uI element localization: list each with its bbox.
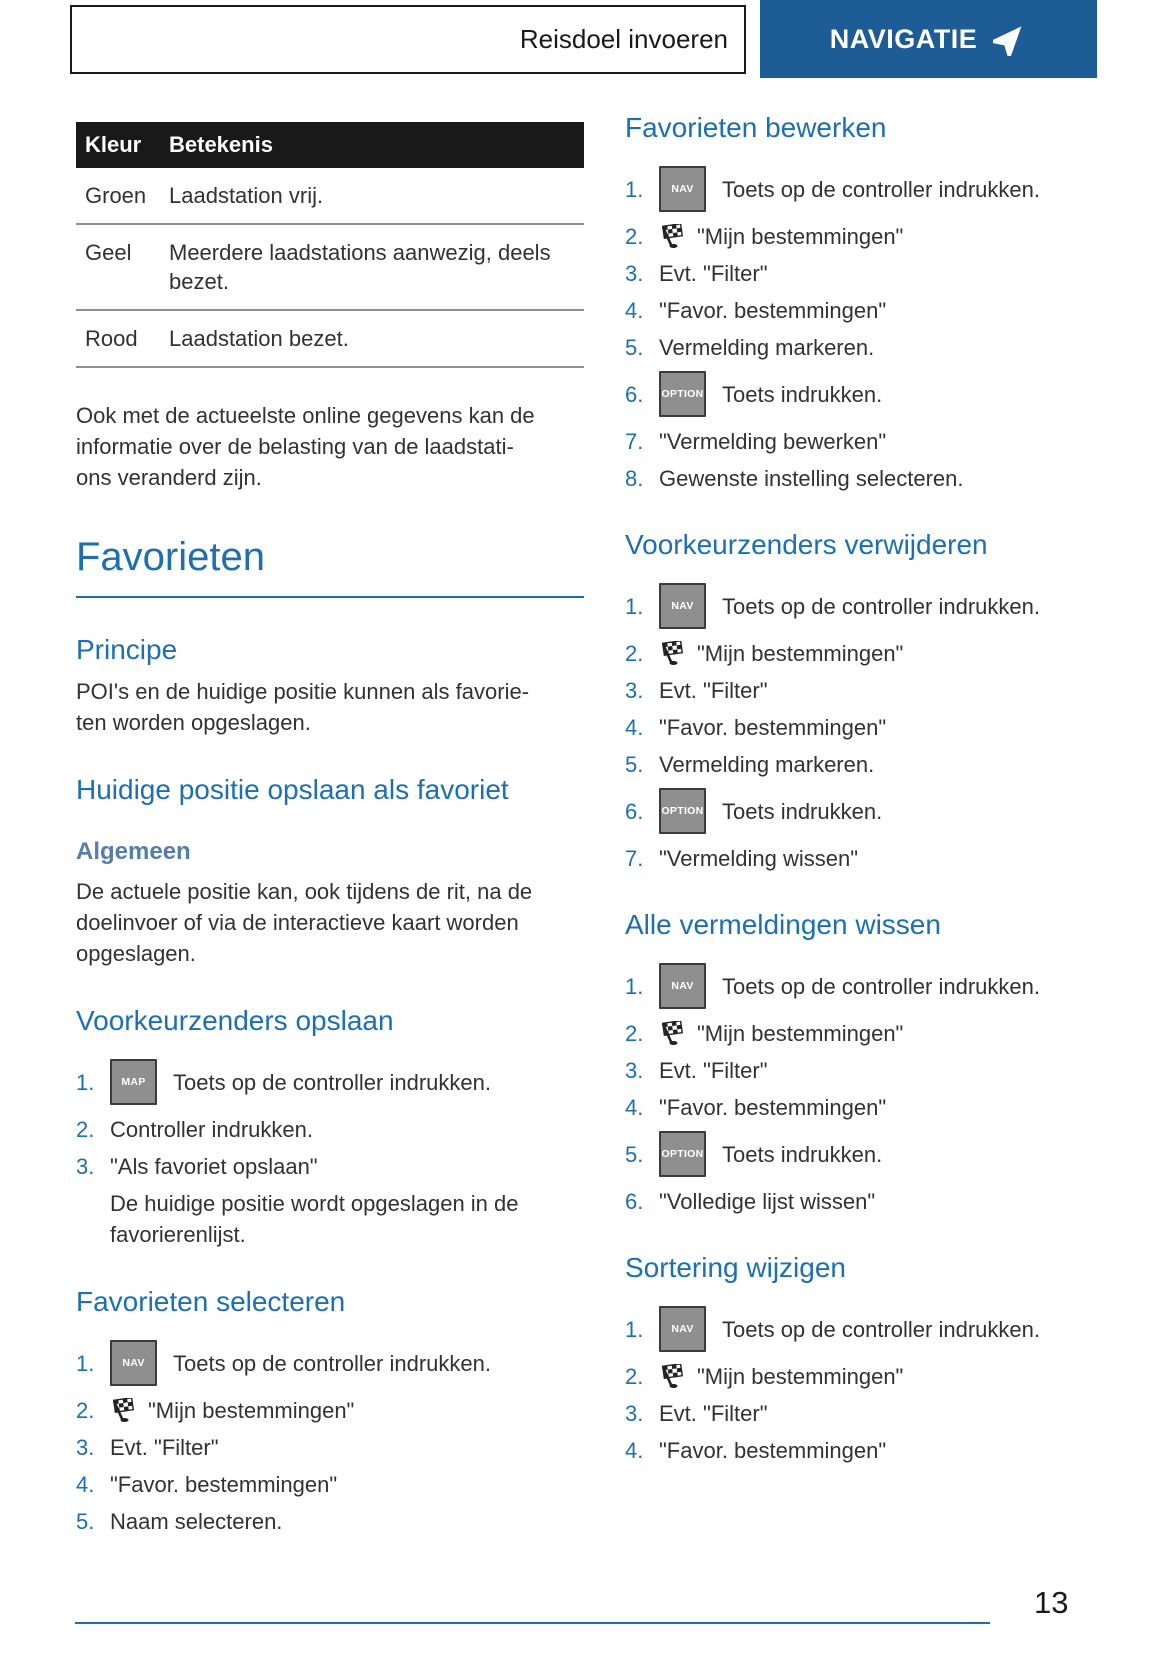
table-row (76, 168, 584, 225)
hard-key-button: NAV (110, 1340, 157, 1386)
text-line: ten worden opgeslagen. (76, 710, 311, 735)
hard-key-button: OPTION (659, 788, 706, 834)
step-text: Toets op de controller indrukken. (722, 176, 1040, 202)
step-text: "Favor. bestemmingen" (659, 1437, 887, 1463)
heading-favorieten-bewerken: Favorieten bewerken (625, 112, 887, 143)
step-text: Evt. "Filter" (659, 1057, 768, 1083)
step-item (625, 221, 1093, 251)
step-text: "Favor. bestemmingen" (659, 297, 887, 323)
checkered-flag-icon (659, 224, 687, 248)
heading-sortering-wijzigen: Sortering wijzigen (625, 1252, 846, 1283)
step-item (625, 1055, 1093, 1085)
step-text: "Mijn bestemmingen" (697, 1363, 904, 1389)
color-cell: Geel (85, 240, 132, 265)
column-header-betekenis: Betekenis (169, 132, 273, 157)
chapter-title: Reisdoel invoeren (519, 24, 728, 54)
step-text: "Volledige lijst wissen" (659, 1188, 876, 1214)
step-number: 4. (625, 297, 644, 323)
step-list (76, 1338, 584, 1536)
step-text: Vermelding markeren. (659, 334, 875, 360)
step-number: 5. (625, 1141, 644, 1167)
step-number: 1. (625, 176, 644, 202)
step-item (625, 786, 1093, 836)
step-number: 4. (625, 1437, 644, 1463)
step-item (625, 164, 1093, 214)
navigation-arrow-icon (993, 22, 1027, 56)
legend-table-header (76, 122, 584, 168)
step-item (76, 1338, 584, 1388)
step-number: 2. (76, 1116, 95, 1142)
hard-key-button: NAV (659, 963, 706, 1009)
checkered-flag-icon (659, 1364, 687, 1388)
text-line: opgeslagen. (76, 941, 196, 966)
step-number: 6. (625, 1188, 644, 1214)
step-text: "Favor. bestemmingen" (110, 1471, 338, 1497)
text-line: favorierenlijst. (110, 1222, 246, 1247)
heading-favorieten: Favorieten (76, 535, 584, 598)
step-number: 2. (625, 1020, 644, 1046)
legend-table (76, 122, 584, 368)
table-row (76, 311, 584, 368)
step-text: Toets op de controller indrukken. (722, 593, 1040, 619)
heading-voorkeurzenders-opslaan: Voorkeurzenders opslaan (76, 1005, 394, 1036)
heading-principe: Principe (76, 634, 178, 665)
step-item (76, 1151, 584, 1181)
step-number: 7. (625, 845, 644, 871)
step-text: "Vermelding bewerken" (659, 428, 887, 454)
step-number: 2. (625, 223, 644, 249)
text-line: informatie over de belasting van de laadstati- (76, 434, 514, 459)
step-item (625, 961, 1093, 1011)
step-item (625, 1398, 1093, 1428)
page-number: 13 (1034, 1585, 1069, 1620)
text-line: Ook met de actueelste online gegevens kan de (76, 403, 535, 428)
step-number: 1. (625, 1316, 644, 1342)
section-tab (760, 0, 1097, 78)
table-row (76, 225, 584, 311)
step-list (625, 1304, 1093, 1465)
body-paragraph (76, 400, 584, 493)
step-number: 6. (625, 381, 644, 407)
step-text: Toets op de controller indrukken. (173, 1069, 491, 1095)
text-line: POI's en de huidige positie kunnen als favorie- (76, 679, 530, 704)
step-number: 1. (625, 973, 644, 999)
step-number: 3. (625, 1057, 644, 1083)
step-number: 2. (76, 1397, 95, 1423)
step-number: 3. (625, 260, 644, 286)
step-item (625, 1361, 1093, 1391)
step-item (76, 1469, 584, 1499)
step-item (625, 1092, 1093, 1122)
text-line: De huidige positie wordt opgeslagen in de (110, 1191, 519, 1216)
step-item (625, 1304, 1093, 1354)
step-item (625, 638, 1093, 668)
step-text: Evt. "Filter" (659, 1400, 768, 1426)
body-paragraph (76, 676, 584, 738)
step-text: Evt. "Filter" (110, 1434, 219, 1460)
step-text: "Favor. bestemmingen" (659, 1094, 887, 1120)
step-number: 6. (625, 798, 644, 824)
step-number: 5. (76, 1508, 95, 1534)
heading-voorkeurzenders-verwijderen: Voorkeurzenders verwijderen (625, 529, 988, 560)
meaning-cell: Meerdere laadstations aanwezig, deels bezet. (169, 240, 551, 294)
step-number: 3. (76, 1153, 95, 1179)
step-text: Vermelding markeren. (659, 751, 875, 777)
step-item (625, 749, 1093, 779)
step-item (625, 581, 1093, 631)
heading-algemeen: Algemeen (76, 838, 191, 865)
step-number: 4. (625, 714, 644, 740)
hard-key-button: MAP (110, 1059, 157, 1105)
step-text: "Mijn bestemmingen" (148, 1397, 355, 1423)
step-number: 2. (625, 1363, 644, 1389)
hard-key-button: NAV (659, 166, 706, 212)
step-item (625, 258, 1093, 288)
step-text: "Mijn bestemmingen" (697, 223, 904, 249)
heading-favorieten-selecteren: Favorieten selecteren (76, 1286, 346, 1317)
step-number: 5. (625, 751, 644, 777)
step-text: Evt. "Filter" (659, 260, 768, 286)
step-number: 4. (76, 1471, 95, 1497)
step-text: Evt. "Filter" (659, 677, 768, 703)
step-list (625, 961, 1093, 1216)
hard-key-button: OPTION (659, 1131, 706, 1177)
step-text: Toets indrukken. (722, 798, 883, 824)
step-item (625, 1186, 1093, 1216)
step-list (625, 581, 1093, 873)
step-text: Toets op de controller indrukken. (722, 1316, 1040, 1342)
legend-table-body (76, 168, 584, 368)
step-list (76, 1057, 584, 1250)
step-text: "Als favoriet opslaan" (110, 1153, 318, 1179)
footer-rule (75, 1622, 990, 1624)
step-text: "Mijn bestemmingen" (697, 1020, 904, 1046)
step-item (76, 1114, 584, 1144)
step-item (625, 843, 1093, 873)
meaning-cell: Laadstation bezet. (169, 326, 349, 351)
step-text: Toets indrukken. (722, 381, 883, 407)
step-item (625, 463, 1093, 493)
step-number: 3. (625, 677, 644, 703)
step-item (625, 675, 1093, 705)
text-line: ons veranderd zijn. (76, 465, 262, 490)
step-text: Toets op de controller indrukken. (173, 1350, 491, 1376)
step-number: 3. (76, 1434, 95, 1460)
hard-key-button: NAV (659, 583, 706, 629)
checkered-flag-icon (659, 641, 687, 665)
column-header-kleur: Kleur (85, 132, 142, 157)
checkered-flag-icon (110, 1398, 138, 1422)
meaning-cell: Laadstation vrij. (169, 183, 324, 208)
color-cell: Groen (85, 183, 147, 208)
step-number: 2. (625, 640, 644, 666)
step-item (625, 369, 1093, 419)
step-text: "Vermelding wissen" (659, 845, 859, 871)
heading-huidige-positie: Huidige positie opslaan als favoriet (76, 774, 509, 805)
hard-key-button: OPTION (659, 371, 706, 417)
step-item (625, 426, 1093, 456)
step-number: 3. (625, 1400, 644, 1426)
text-line: doelinvoer of via de interactieve kaart worden (76, 910, 519, 935)
step-number: 7. (625, 428, 644, 454)
heading-alle-vermeldingen-wissen: Alle vermeldingen wissen (625, 909, 941, 940)
step-item (625, 1018, 1093, 1048)
step-text: Naam selecteren. (110, 1508, 283, 1534)
hard-key-button: NAV (659, 1306, 706, 1352)
step-note (110, 1188, 584, 1250)
right-column (625, 112, 1093, 1472)
color-cell: Rood (85, 326, 138, 351)
step-number: 4. (625, 1094, 644, 1120)
step-text: Toets indrukken. (722, 1141, 883, 1167)
step-list (625, 164, 1093, 493)
left-column (76, 122, 584, 1543)
step-item (76, 1432, 584, 1462)
step-text: Toets op de controller indrukken. (722, 973, 1040, 999)
step-item (76, 1057, 584, 1107)
step-number: 1. (625, 593, 644, 619)
checkered-flag-icon (659, 1021, 687, 1045)
step-item (625, 332, 1093, 362)
section-title: NAVIGATIE (829, 23, 978, 54)
step-item (625, 712, 1093, 742)
step-text: "Favor. bestemmingen" (659, 714, 887, 740)
step-item (625, 1129, 1093, 1179)
step-number: 8. (625, 465, 644, 491)
text-line: De actuele positie kan, ook tijdens de rit, na de (76, 879, 533, 904)
step-number: 5. (625, 334, 644, 360)
body-paragraph (76, 876, 584, 969)
step-text: Gewenste instelling selecteren. (659, 465, 964, 491)
step-item (76, 1395, 584, 1425)
step-text: "Mijn bestemmingen" (697, 640, 904, 666)
step-item (76, 1506, 584, 1536)
step-number: 1. (76, 1069, 95, 1095)
step-text: Controller indrukken. (110, 1116, 313, 1142)
step-item (625, 1435, 1093, 1465)
chapter-title-box (70, 5, 746, 74)
step-number: 1. (76, 1350, 95, 1376)
step-item (625, 295, 1093, 325)
